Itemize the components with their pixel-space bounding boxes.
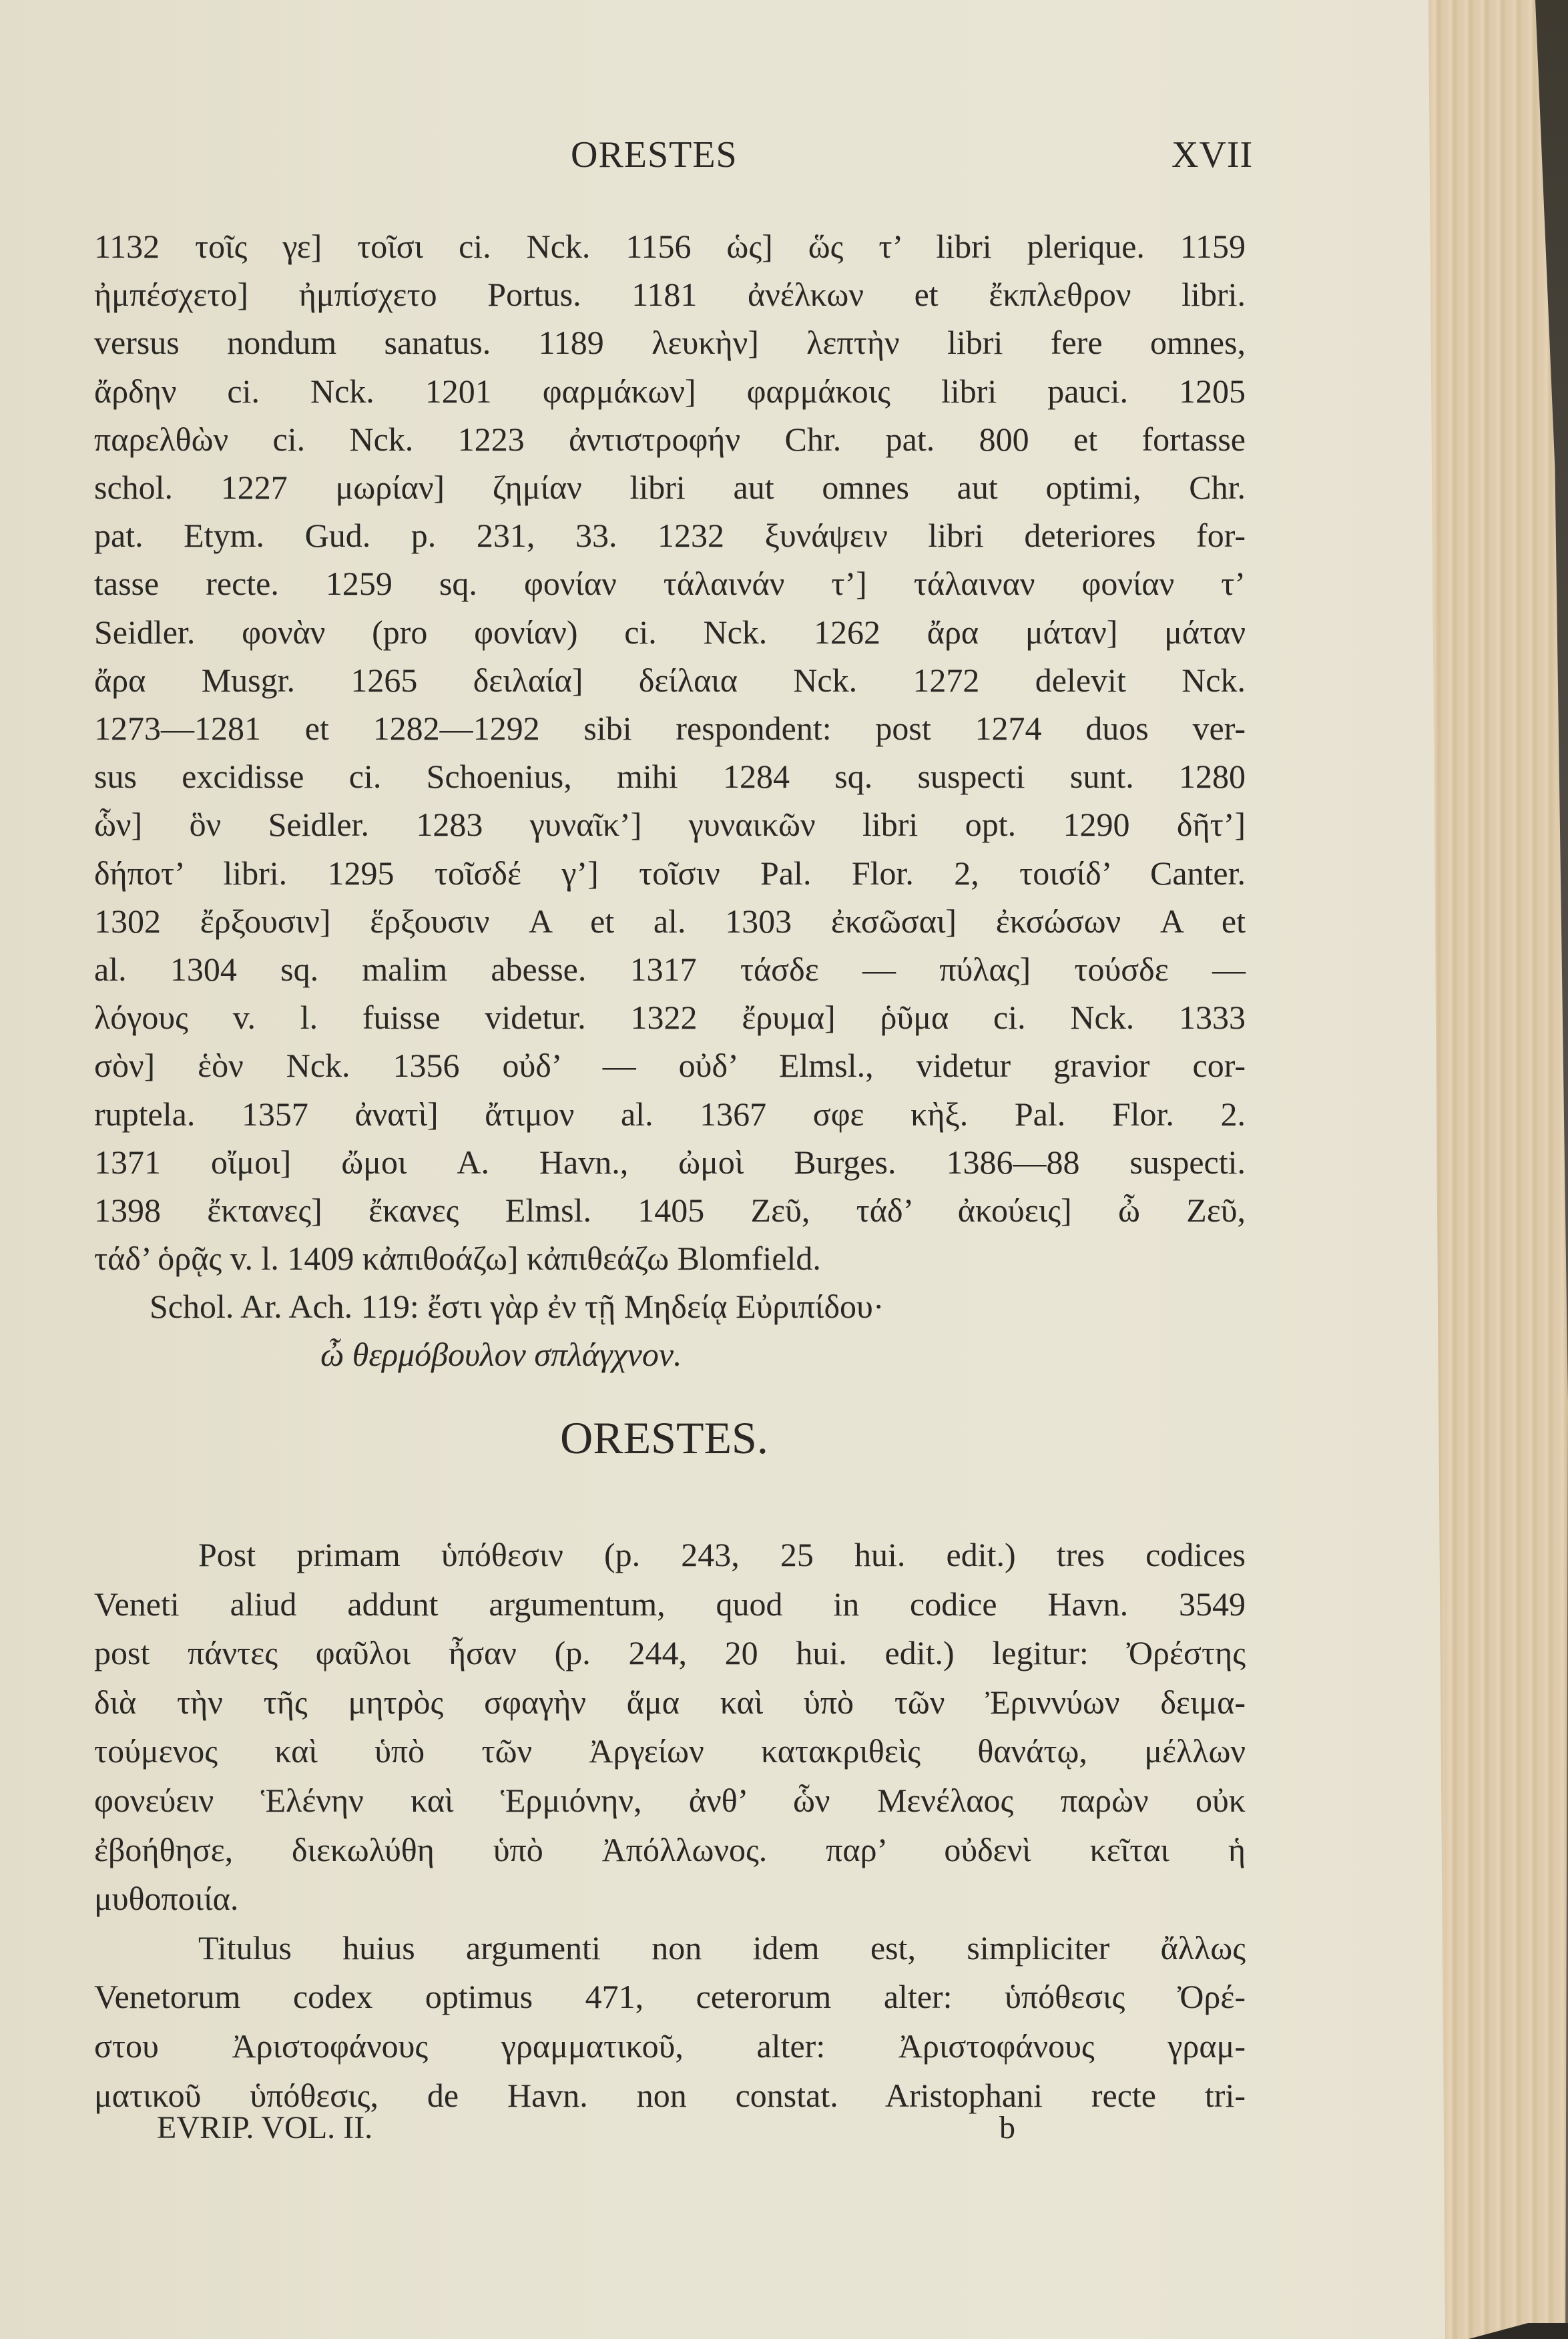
body-line: Titulus huius argumenti non idem est, simpliciter ἄλλως — [198, 1928, 1246, 1967]
note-line: 1132 τοῖς γε] τοῖσι ci. Nck. 1156 ὡς] ὥς τ’ libri plerique. 1159 — [94, 228, 1246, 265]
note-line: pat. Etym. Gud. p. 231, 33. 1232 ξυνάψειν libri deteriores for- — [94, 517, 1246, 555]
body-line: τούμενος καὶ ὑπὸ τῶν Ἀργείων κατακριθεὶς θανάτῳ, μέλλων — [94, 1732, 1246, 1770]
body-line: post πάντες φαῦλοι ἦσαν (p. 244, 20 hui. edit.) legitur: Ὀρέστης — [94, 1634, 1246, 1672]
scholion-line-1: Schol. Ar. Ach. 119: ἔστι γὰρ ἐν τῇ Μηδείᾳ Εὐριπίδου· — [150, 1288, 884, 1325]
note-line: ruptela. 1357 ἀνατὶ] ἄτιμον al. 1367 σφε κὴξ. Pal. Flor. 2. — [94, 1095, 1246, 1133]
section-heading: ORESTES. — [560, 1412, 768, 1463]
body-line: διὰ τὴν τῆς μητρὸς σφαγὴν ἅμα καὶ ὑπὸ τῶν Ἐριννύων δειμα- — [94, 1683, 1246, 1721]
note-line: λόγους v. l. fuisse videtur. 1322 ἔρυμα] ῥῦμα ci. Nck. 1333 — [94, 999, 1246, 1037]
note-line: al. 1304 sq. malim abesse. 1317 τάσδε — πύλας] τούσδε — — [94, 951, 1246, 988]
gathering-mark: b — [999, 2110, 1015, 2145]
note-line: παρελθὼν ci. Nck. 1223 ἀντιστροφήν Chr. pat. 800 et fortasse — [94, 420, 1246, 458]
note-line: schol. 1227 μωρίαν] ζημίαν libri aut omnes aut optimi, Chr. — [94, 469, 1246, 506]
note-line: δήποτ’ libri. 1295 τοῖσδέ γ’] τοῖσιν Pal. Flor. 2, τοισίδ’ Canter. — [94, 854, 1246, 892]
note-line: σὸν] ἑὸν Nck. 1356 οὐδ’ — οὐδ’ Elmsl., videtur gravior cor- — [94, 1047, 1246, 1085]
note-line: sus excidisse ci. Schoenius, mihi 1284 sq. suspecti sunt. 1280 — [94, 758, 1246, 796]
note-line: ἠμπέσχετο] ἠμπίσχετο Portus. 1181 ἀνέλκων et ἔκπλεθρον libri. — [94, 276, 1246, 314]
page-edge-stack — [1428, 0, 1568, 2339]
body-line: Post primam ὑπόθεσιν (p. 243, 25 hui. edit.) tres codices — [198, 1536, 1246, 1573]
note-line: 1273—1281 et 1282—1292 sibi respondent: post 1274 duos ver- — [94, 710, 1246, 747]
note-line: Seidler. φονὰν (pro φονίαν) ci. Nck. 1262 ἄρα μάταν] μάταν — [94, 613, 1246, 651]
note-line: 1398 ἔκτανες] ἔκανες Elmsl. 1405 Ζεῦ, τάδ’ ἀκούεις] ὦ Ζεῦ, — [94, 1192, 1246, 1229]
note-line: τάδ’ ὁρᾷς v. l. 1409 κἀπιθοάζω] κἀπιθεάζω Blomfield. — [94, 1240, 821, 1278]
page-number: XVII — [1171, 134, 1254, 176]
note-line: ὧν] ὃν Seidler. 1283 γυναῖκ’] γυναικῶν libri opt. 1290 δῆτ’] — [94, 806, 1246, 844]
body-line: Veneti aliud addunt argumentum, quod in codice Havn. 3549 — [94, 1585, 1246, 1623]
running-head-title: ORESTES — [571, 134, 738, 176]
footer-signature: EVRIP. VOL. II. — [157, 2110, 373, 2145]
note-line: ἄρα Musgr. 1265 δειλαία] δείλαια Nck. 1272 delevit Nck. — [94, 661, 1246, 699]
note-line: 1302 ἔρξουσιν] ἕρξουσιν A et al. 1303 ἐκσῶσαι] ἐκσώσων A et — [94, 902, 1246, 940]
note-line: tasse recte. 1259 sq. φονίαν τάλαινάν τ’] τάλαιναν φονίαν τ’ — [94, 565, 1246, 603]
body-line: ἐβοήθησε, διεκωλύθη ὑπὸ Ἀπόλλωνος. παρ’ οὐδενὶ κεῖται ἡ — [94, 1830, 1246, 1868]
body-line: ματικοῦ ὑπόθεσις, de Havn. non constat. Aristophani recte tri- — [94, 2076, 1246, 2114]
scholion-line-2: ὦ θερμόβουλον σπλάγχνον. — [320, 1336, 682, 1373]
body-line: μυθοποιία. — [94, 1880, 239, 1918]
body-line: φονεύειν Ἑλένην καὶ Ἑρμιόνην, ἀνθ’ ὧν Μενέλαος παρὼν οὐκ — [94, 1782, 1246, 1819]
note-line: versus nondum sanatus. 1189 λευκὴν] λεπτὴν libri fere omnes, — [94, 324, 1246, 362]
note-line: ἄρδην ci. Nck. 1201 φαρμάκων] φαρμάκοις libri pauci. 1205 — [94, 372, 1246, 410]
note-line: 1371 οἴμοι] ὤμοι A. Havn., ὠμοὶ Burges. 1386—88 suspecti. — [94, 1143, 1246, 1181]
body-line: Venetorum codex optimus 471, ceterorum alter: ὑπόθεσις Ὀρέ- — [94, 1978, 1246, 2016]
body-line: στου Ἀριστοφάνους γραμματικοῦ, alter: Ἀριστοφάνους γραμ- — [94, 2027, 1246, 2065]
